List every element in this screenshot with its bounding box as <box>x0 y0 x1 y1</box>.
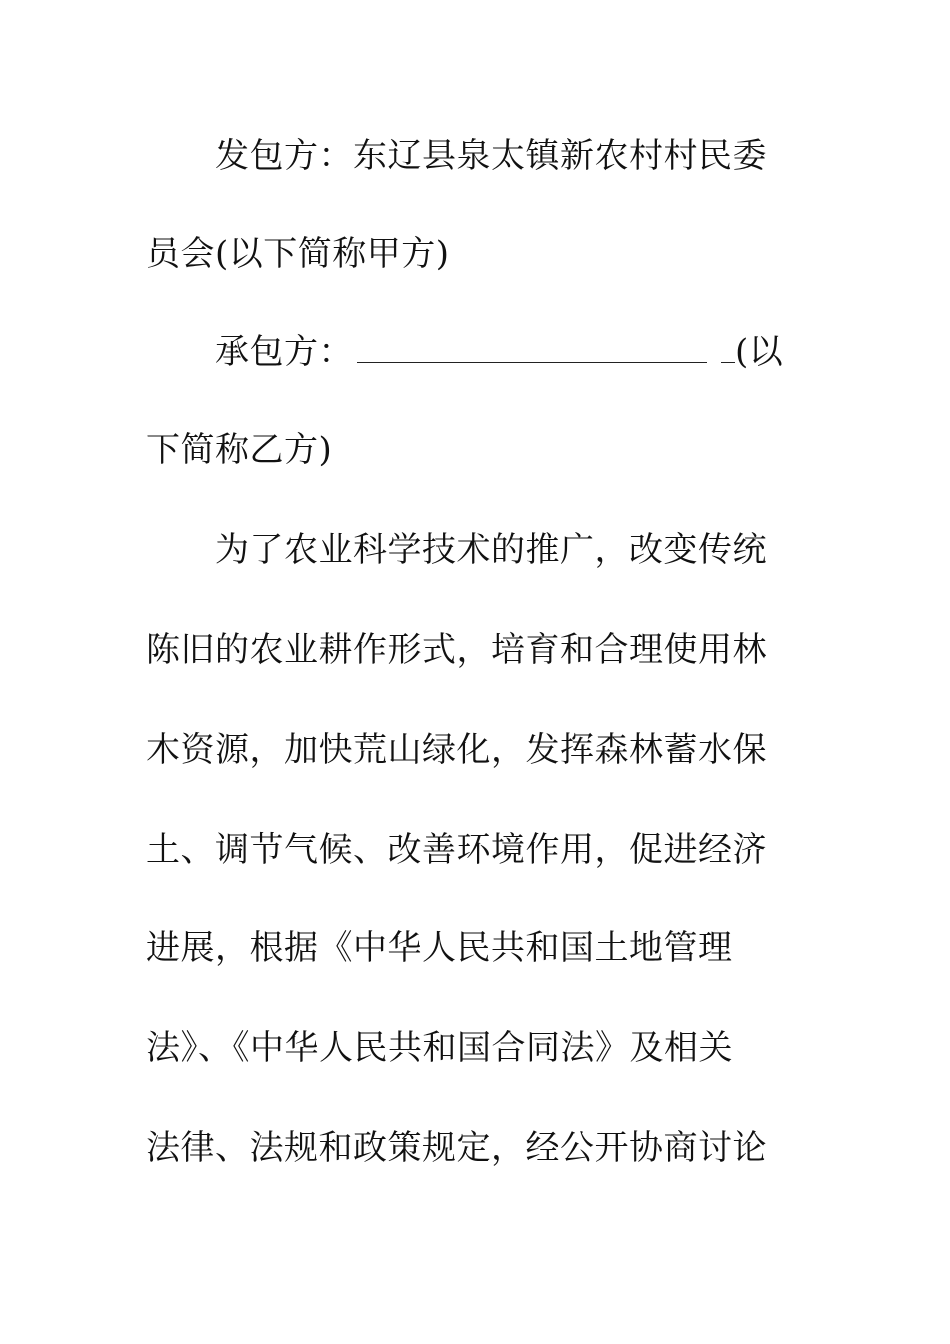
body-line: 进展，根据《中华人民共和国土地管理 <box>146 928 733 968</box>
body-line: 土、调节气候、改善环境作用，促进经济 <box>146 830 767 870</box>
contractor-name-blank <box>357 336 707 363</box>
body-line: 陈旧的农业耕作形式，培育和合理使用林 <box>146 630 767 670</box>
body-line: 法》、《中华人民共和国合同法》及相关 <box>146 1028 733 1068</box>
contractor-short-blank <box>721 336 735 363</box>
employer-line-1 <box>215 136 767 176</box>
contractor-tail: (以 <box>735 332 784 372</box>
employer-name: 东辽县泉太镇新农村村民委 <box>353 136 767 176</box>
contractor-line-1 <box>215 332 783 372</box>
employer-line-2: 员会(以下简称甲方) <box>146 234 450 274</box>
body-line: 木资源，加快荒山绿化，发挥森林蓄水保 <box>146 730 767 770</box>
body-line: 法律、法规和政策规定，经公开协商讨论 <box>146 1128 767 1168</box>
contractor-line-2: 下简称乙方) <box>146 430 333 470</box>
body-line: 为了农业科学技术的推广，改变传统 <box>215 530 767 570</box>
contractor-label: 承包方： <box>215 332 353 372</box>
employer-label: 发包方： <box>215 136 353 176</box>
